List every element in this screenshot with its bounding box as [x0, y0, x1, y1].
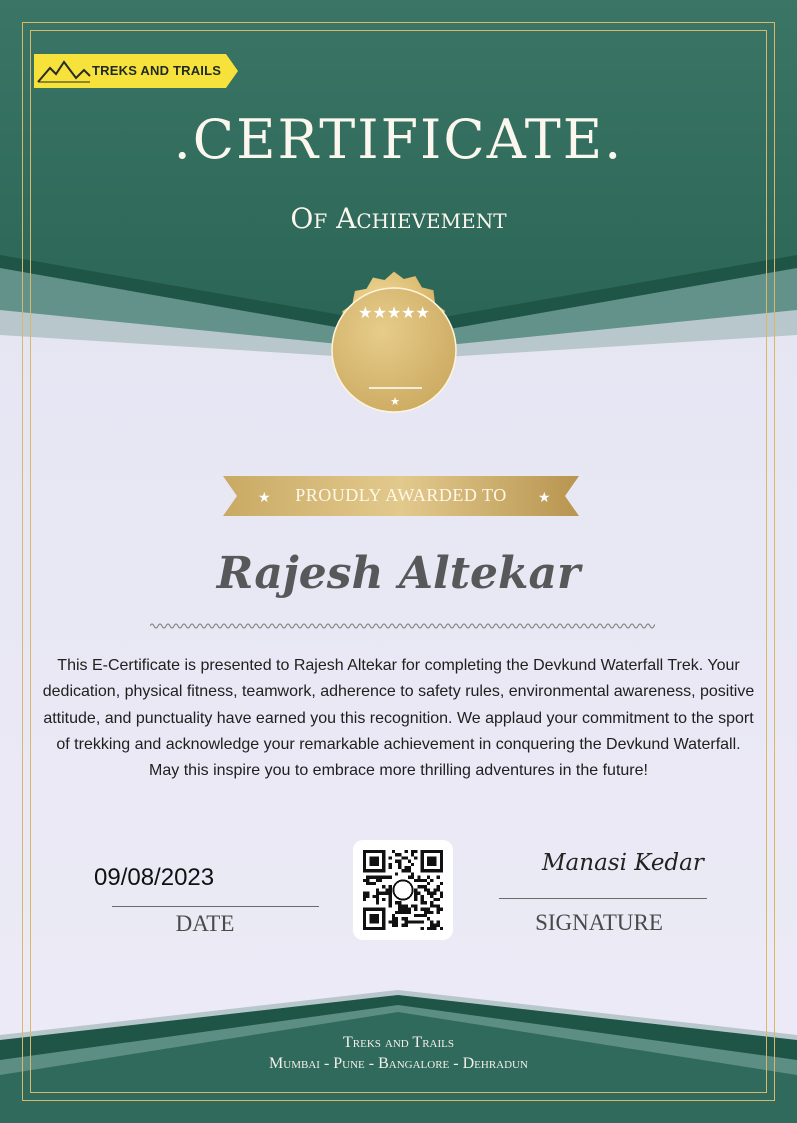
- qr-module: [433, 898, 436, 901]
- qr-module: [417, 885, 420, 888]
- qr-module: [421, 898, 424, 901]
- qr-module: [408, 876, 411, 879]
- qr-module: [389, 904, 392, 907]
- qr-module: [440, 908, 443, 911]
- qr-module: [427, 876, 430, 879]
- qr-module: [437, 924, 440, 927]
- qr-module: [405, 924, 408, 927]
- qr-module: [401, 856, 404, 859]
- qr-module: [389, 892, 392, 895]
- qr-module: [424, 911, 427, 914]
- qr-module: [392, 920, 395, 923]
- qr-module: [414, 895, 417, 898]
- qr-module: [392, 917, 395, 920]
- qr-module: [389, 920, 392, 923]
- qr-module: [430, 879, 433, 882]
- qr-module: [433, 924, 436, 927]
- svg-text:★: ★: [538, 490, 551, 506]
- certificate-body: This E-Certificate is presented to Rajesh Altekar for completing the Devkund Waterfall Trek. Your dedication, physical fitness, teamwork, adherence to safety rules, environmental awareness, positive attitude, and punctuality have earned you this recognition. We applaud your commitment to the sport of trekking and acknowledge your remarkable achievement in conquering the Devkund Waterfall. May this inspire you to embrace more thrilling adventures in the future!: [42, 657, 755, 780]
- qr-module: [411, 876, 414, 879]
- qr-module: [421, 908, 424, 911]
- qr-module: [427, 911, 430, 914]
- qr-module: [369, 882, 372, 885]
- recipient-name: Rajesh Altekar: [216, 548, 581, 599]
- qr-module: [417, 876, 420, 879]
- qr-module: [408, 911, 411, 914]
- qr-module: [414, 920, 417, 923]
- qr-module: [424, 885, 427, 888]
- qr-module: [389, 866, 392, 869]
- qr-module: [440, 895, 443, 898]
- qr-module: [433, 888, 436, 891]
- qr-module: [414, 904, 417, 907]
- qr-module: [379, 892, 382, 895]
- qr-module: [437, 908, 440, 911]
- qr-module: [430, 924, 433, 927]
- qr-module: [395, 917, 398, 920]
- qr-module: [373, 882, 376, 885]
- qr-module: [363, 895, 366, 898]
- qr-module: [421, 901, 424, 904]
- qr-module: [395, 924, 398, 927]
- qr-module: [427, 908, 430, 911]
- signature-line: [499, 898, 707, 899]
- qr-module: [376, 876, 379, 879]
- qr-module: [411, 904, 414, 907]
- qr-module: [421, 885, 424, 888]
- brand-name: TREKS AND TRAILS: [92, 63, 222, 78]
- qr-module: [440, 927, 443, 930]
- qr-module: [430, 892, 433, 895]
- qr-module: [424, 908, 427, 911]
- qr-module: [430, 920, 433, 923]
- qr-module: [405, 911, 408, 914]
- qr-module: [382, 885, 385, 888]
- qr-module: [405, 920, 408, 923]
- qr-module: [389, 898, 392, 901]
- svg-text:★★★★★: ★★★★★: [358, 303, 430, 322]
- qr-module: [392, 850, 395, 853]
- qr-module: [414, 856, 417, 859]
- qr-module: [411, 853, 414, 856]
- qr-module: [437, 911, 440, 914]
- qr-module: [382, 898, 385, 901]
- qr-module: [389, 895, 392, 898]
- qr-module: [414, 914, 417, 917]
- qr-module: [411, 872, 414, 875]
- qr-module: [414, 888, 417, 891]
- qr-module: [405, 908, 408, 911]
- qr-module: [382, 876, 385, 879]
- qr-module: [366, 895, 369, 898]
- footer-company: Treks and Trails: [343, 1034, 454, 1051]
- qr-module: [411, 850, 414, 853]
- qr-module: [427, 927, 430, 930]
- footer-locations: Mumbai - Pune - Bangalore - Dehradun: [269, 1055, 528, 1072]
- qr-module: [408, 920, 411, 923]
- qr-module: [379, 879, 382, 882]
- qr-code-icon[interactable]: [363, 850, 443, 930]
- qr-module: [437, 904, 440, 907]
- qr-module: [376, 888, 379, 891]
- qr-module: [398, 860, 401, 863]
- qr-module: [408, 860, 411, 863]
- qr-module: [379, 876, 382, 879]
- gold-seal-icon: [314, 270, 474, 430]
- qr-module: [389, 876, 392, 879]
- qr-module: [427, 917, 430, 920]
- qr-module: [401, 908, 404, 911]
- qr-module: [376, 892, 379, 895]
- qr-module: [376, 879, 379, 882]
- qr-module: [376, 895, 379, 898]
- qr-module: [411, 863, 414, 866]
- qr-module: [398, 901, 401, 904]
- qr-module: [389, 856, 392, 859]
- qr-module: [421, 927, 424, 930]
- qr-module: [414, 850, 417, 853]
- date-label: DATE: [175, 911, 235, 936]
- qr-module: [389, 885, 392, 888]
- qr-module: [417, 879, 420, 882]
- qr-module: [366, 892, 369, 895]
- qr-module: [424, 914, 427, 917]
- qr-module: [437, 898, 440, 901]
- qr-module: [405, 866, 408, 869]
- certificate-title: .CERTIFICATE.: [173, 108, 624, 171]
- qr-module: [385, 888, 388, 891]
- qr-module: [385, 876, 388, 879]
- qr-module: [401, 911, 404, 914]
- qr-module: [414, 879, 417, 882]
- qr-module: [440, 882, 443, 885]
- qr-module: [395, 872, 398, 875]
- qr-module: [424, 888, 427, 891]
- qr-module: [411, 920, 414, 923]
- qr-module: [433, 892, 436, 895]
- qr-module: [373, 876, 376, 879]
- qr-module: [414, 908, 417, 911]
- date-line: [112, 906, 319, 907]
- qr-module: [421, 920, 424, 923]
- qr-module: [373, 895, 376, 898]
- qr-module: [430, 895, 433, 898]
- qr-module: [398, 853, 401, 856]
- qr-module: [430, 927, 433, 930]
- qr-module: [363, 879, 366, 882]
- qr-module: [437, 888, 440, 891]
- qr-module: [421, 895, 424, 898]
- qr-module: [430, 901, 433, 904]
- qr-module: [427, 892, 430, 895]
- awarded-to-label: PROUDLY AWARDED TO: [295, 485, 507, 505]
- qr-module: [417, 920, 420, 923]
- qr-module: [398, 908, 401, 911]
- qr-module: [417, 892, 420, 895]
- qr-module: [408, 908, 411, 911]
- qr-module: [395, 920, 398, 923]
- qr-module: [366, 879, 369, 882]
- qr-module: [385, 892, 388, 895]
- qr-module: [405, 856, 408, 859]
- date-value: 09/08/2023: [94, 864, 215, 891]
- wavy-divider: [150, 620, 655, 632]
- qr-module: [405, 904, 408, 907]
- qr-module: [421, 914, 424, 917]
- qr-module: [401, 917, 404, 920]
- qr-module: [433, 904, 436, 907]
- qr-module: [395, 860, 398, 863]
- qr-module: [427, 882, 430, 885]
- qr-module: [401, 869, 404, 872]
- qr-module: [430, 904, 433, 907]
- qr-module: [408, 869, 411, 872]
- qr-module: [414, 898, 417, 901]
- qr-module: [395, 911, 398, 914]
- qr-module: [401, 924, 404, 927]
- qr-module: [369, 876, 372, 879]
- qr-module: [437, 876, 440, 879]
- qr-module: [363, 892, 366, 895]
- qr-module: [389, 888, 392, 891]
- qr-module: [437, 885, 440, 888]
- qr-module: [382, 892, 385, 895]
- qr-module: [408, 866, 411, 869]
- qr-module: [392, 924, 395, 927]
- signature-value: Manasi Kedar: [542, 850, 704, 876]
- qr-module: [366, 876, 369, 879]
- qr-module: [424, 901, 427, 904]
- qr-module: [427, 888, 430, 891]
- qr-module: [389, 901, 392, 904]
- qr-module: [430, 911, 433, 914]
- qr-module: [398, 911, 401, 914]
- qr-module: [440, 892, 443, 895]
- qr-module: [363, 898, 366, 901]
- qr-module: [376, 898, 379, 901]
- qr-module: [424, 879, 427, 882]
- qr-module: [417, 914, 420, 917]
- qr-module: [398, 866, 401, 869]
- qr-module: [414, 892, 417, 895]
- qr-module: [366, 882, 369, 885]
- qr-module: [405, 850, 408, 853]
- qr-module: [401, 904, 404, 907]
- qr-module: [389, 863, 392, 866]
- qr-module: [421, 879, 424, 882]
- qr-module: [405, 869, 408, 872]
- qr-module: [395, 901, 398, 904]
- qr-module: [433, 927, 436, 930]
- qr-module: [395, 853, 398, 856]
- qr-module: [376, 901, 379, 904]
- qr-module: [437, 920, 440, 923]
- svg-text:★: ★: [390, 395, 400, 408]
- qr-module: [398, 863, 401, 866]
- svg-text:★: ★: [258, 490, 271, 506]
- qr-module: [405, 917, 408, 920]
- qr-module: [392, 914, 395, 917]
- qr-module: [398, 904, 401, 907]
- signature-label: SIGNATURE: [535, 910, 663, 935]
- certificate-subtitle: Of Achievement: [290, 202, 507, 235]
